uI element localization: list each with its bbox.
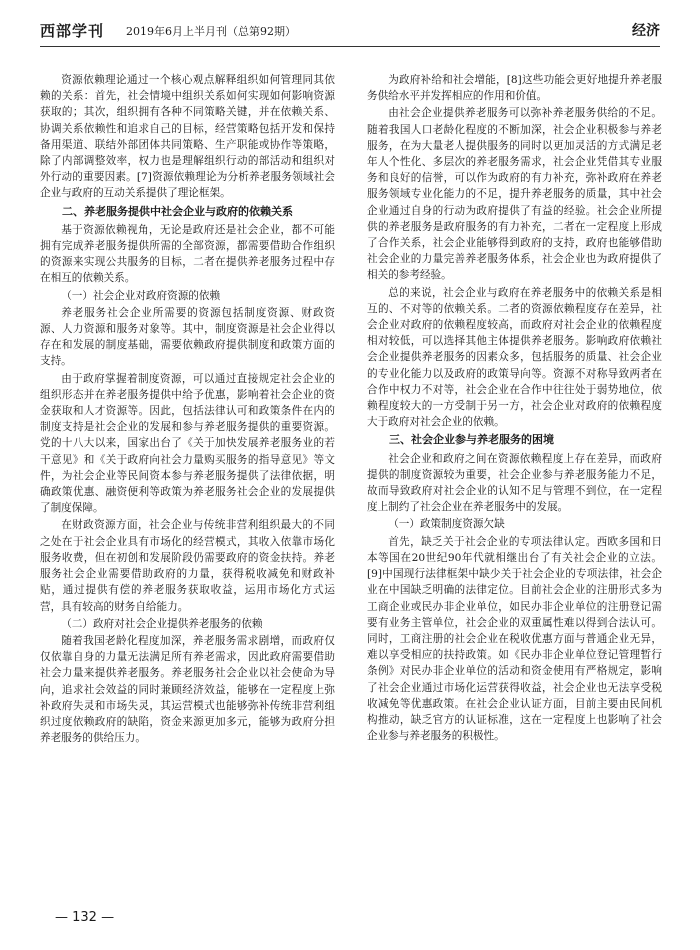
subsection-heading: （一）社会企业对政府资源的依赖 bbox=[61, 289, 221, 302]
subsection-heading: （二）政府对社会企业提供养老服务的依赖 bbox=[61, 617, 263, 630]
paragraph: 随着我国老龄化程度加深，养老服务需求剧增，而政府仅仅依靠自身的力量无法满足所有养老需求，因此政府需要借助社会力量来提供养老服务。养老服务社会企业以社会使命为导向，追求社会效益的同时兼顾经济效益，能够在一定程度上弥补政府失灵和市场失灵，其运营模式也能够弥补传统非营利组织过度依赖政府的缺陷，资金来源更加多元，能够为政府分担养老服务的供给压力。 bbox=[40, 634, 335, 745]
issue-info: 2019年6月上半月刊（总第92期） bbox=[126, 25, 296, 38]
paragraph: 由社会企业提供养老服务可以弥补养老服务供给的不足。随着我国人口老龄化程度的不断加深，社会企业积极参与养老服务，在为大量老人提供服务的同时以更加灵活的方式满足老年人个性化、多层次的养老服务需求，社会企业凭借其专业服务和良好的信誉，可以作为政府的有力补充，弥补政府在养老服务领域专业化能力的不足，提升养老服务的质量，其中社会企业通过自身的行动为政府提供了有益的经验。社会企业所提供的养老服务是政府服务的有力补充，二者在一定程度上形成了合作关系，社会企业能够得到政府的支持，政府也能够借助社会企业的力量完善养老服务体系，社会企业也为政府提供了相关的参考经验。 bbox=[367, 107, 662, 282]
paragraph: 由于政府掌握着制度资源，可以通过直接规定社会企业的组织形态并在养老服务提供中给予优惠，影响着社会企业的资金获取和人才资源等。因此，包括法律认可和政策条件在内的制度支持是社会企业的发展和参与养老服务提供的重要资源。党的十八大以来，国家出台了《关于加快发展养老服务业的若干意见》和《关于政府向社会力量购买服务的指导意见》等文件，为社会企业等民间资本参与养老服务提供了法律依据，明确政策优惠、融资便利等政策为养老服务社会企业的发展提供了制度保障。 bbox=[40, 372, 335, 515]
paragraph: 资源依赖理论通过一个核心观点解释组织如何管理同其依赖的关系：首先，社会情境中组织关系如何实现如何影响资源获取的；其次，组织拥有各种不同策略关键，并在依赖关系、协调关系依赖性和追求自己的目标，经营策略包括开发和保持备用渠道、联结外部团体共同策略、生产职能或协作等策略，除了内部调整效率，权力也是理解组织行动的部活动和组织对外行动的重要因素。[7]资源依赖理论为分析养老服务领域社会企业与政府的互动关系提供了理论框架。 bbox=[40, 74, 335, 200]
paragraph: 在财政资源方面，社会企业与传统非营利组织最大的不同之处在于社会企业具有市场化的经营模式，其收入依靠市场化服务收费，但在初创和发展阶段仍需要政府的资金扶持。养老服务社会企业需要借助政府的力量，获得税收减免和财政补贴，通过提供有偿的养老服务获取收益，运用市场化方式运营，具有较高的财务自给能力。 bbox=[40, 519, 335, 613]
page-header bbox=[40, 18, 660, 47]
paragraph: 养老服务社会企业所需要的资源包括制度资源、财政资源、人力资源和服务对象等。其中，制度资源是社会企业得以存在和发展的制度基础，需要依赖政府提供制度和政策方面的支持。 bbox=[40, 306, 335, 368]
page-number: — 132 — bbox=[55, 910, 115, 925]
section-label: 经济 bbox=[632, 23, 660, 39]
section-heading: 二、养老服务提供中社会企业与政府的依赖关系 bbox=[62, 204, 293, 218]
right-column bbox=[367, 72, 662, 890]
paragraph: 为政府补给和社会增能，[8]这些功能会更好地提升养老服务供给水平并发挥相应的作用和价值。 bbox=[367, 74, 662, 103]
journal-title: 西部学刊 bbox=[40, 22, 105, 40]
subsection-heading: （一）政策制度资源欠缺 bbox=[388, 518, 505, 531]
paragraph: 首先，缺乏关于社会企业的专项法律认定。西欧多国和日本等国在20世纪90年代就相继出台了有关社会企业的立法。[9]中国现行法律框架中缺少关于社会企业的专项法律，社会企业在中国缺乏明确的法律定位。目前社会企业的注册形式多为工商企业或民办非企业单位，如民办非企业单位的注册登记需要有业务主管单位，社会企业的双重属性难以得到合法认可。同时，工商注册的社会企业在税收优惠方面与普通企业无异，难以享受相应的扶持政策。如《民办非企业单位登记管理暂行条例》对民办非企业单位的活动和资金使用有严格规定，影响了社会企业通过市场化运营获得收益，社会企业也无法享受税收减免等优惠政策。在社会企业认证方面，目前主要由民间机构推动，缺乏官方的认证标准，这在一定程度上也影响了社会企业参与养老服务的积极性。 bbox=[367, 535, 662, 743]
section-heading: 三、社会企业参与养老服务的困境 bbox=[389, 433, 554, 447]
paragraph: 社会企业和政府之间在资源依赖程度上存在差异，而政府提供的制度资源较为重要，社会企业参与养老服务能力不足，故而导致政府对社会企业的认知不足与管理不到位，在一定程度上制约了社会企业在养老服务中的发展。 bbox=[367, 452, 662, 514]
left-column bbox=[40, 72, 335, 890]
paragraph: 基于资源依赖视角，无论是政府还是社会企业，都不可能拥有完成养老服务提供所需的全部资源，都需要借助合作组织的资源来实现公共服务的目标，二者在提供养老服务过程中存在相互的依赖关系。 bbox=[40, 223, 335, 285]
paragraph: 总的来说，社会企业与政府在养老服务中的依赖关系是相互的、不对等的依赖关系。二者的资源依赖程度存在差异，社会企业对政府的依赖程度较高，而政府对社会企业的依赖程度相对较低，可以选择其他主体提供养老服务。影响政府依赖社会企业提供养老服务的因素众多，包括服务的质量、社会企业的专业化能力以及政府的政策导向等。资源不对称导致两者在合作中权力不对等，社会企业在合作中往往处于弱势地位，依赖程度较大的一方受制于另一方，社会企业对政府的依赖程度大于政府对社会企业的依赖。 bbox=[367, 286, 662, 429]
